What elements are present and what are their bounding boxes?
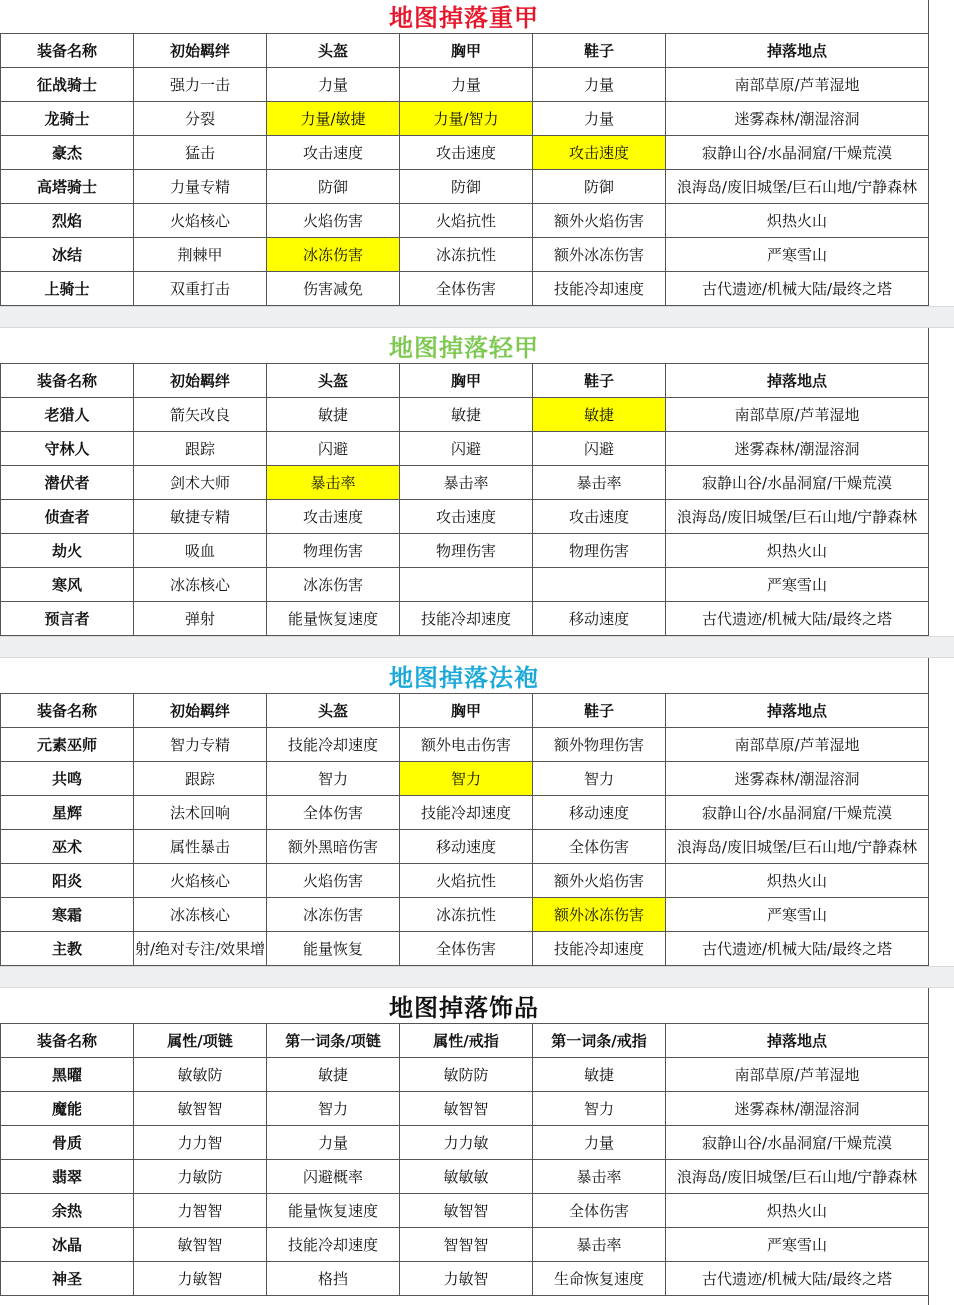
equipment-name-cell: 预言者	[1, 602, 134, 636]
table-cell: 防御	[400, 170, 533, 204]
table-cell: 古代遗迹/机械大陆/最终之塔	[666, 1262, 929, 1296]
equipment-name-cell: 翡翠	[1, 1160, 134, 1194]
table-cell: 移动速度	[533, 796, 666, 830]
table-cell: 敏智智	[400, 1092, 533, 1126]
column-header: 第一词条/戒指	[533, 1024, 666, 1058]
table-cell: 炽热火山	[666, 1194, 929, 1228]
table-cell	[533, 568, 666, 602]
table-cell: 浪海岛/废旧城堡/巨石山地/宁静森林	[666, 830, 929, 864]
equipment-name-cell: 守林人	[1, 432, 134, 466]
table-cell: 火焰核心	[134, 204, 267, 238]
table-cell: 火焰伤害	[267, 204, 400, 238]
table-cell: 南部草原/芦苇湿地	[666, 728, 929, 762]
row-spacer	[0, 966, 954, 988]
table-row	[1, 500, 929, 534]
column-header: 胸甲	[400, 694, 533, 728]
equipment-name-cell: 黑曜	[1, 1058, 134, 1092]
column-header: 掉落地点	[666, 694, 929, 728]
table-cell: 力力敏	[400, 1126, 533, 1160]
equipment-name-cell: 烈焰	[1, 204, 134, 238]
table-cell: 射/绝对专注/效果增	[134, 932, 267, 966]
equipment-name-cell: 骨质	[1, 1126, 134, 1160]
equipment-name-cell: 豪杰	[1, 136, 134, 170]
table-cell: 弹射	[134, 602, 267, 636]
equipment-name-cell: 余热	[1, 1194, 134, 1228]
table-row	[1, 796, 929, 830]
table-cell: 智力	[533, 1092, 666, 1126]
table-cell: 迷雾森林/潮湿溶洞	[666, 762, 929, 796]
table-cell: 迷雾森林/潮湿溶洞	[666, 102, 929, 136]
heavy-armor-table	[0, 33, 929, 306]
table-cell: 剑术大师	[134, 466, 267, 500]
table-cell: 敏捷	[533, 1058, 666, 1092]
table-cell: 严寒雪山	[666, 568, 929, 602]
column-header: 胸甲	[400, 34, 533, 68]
table-cell: 全体伤害	[267, 796, 400, 830]
equipment-name-cell: 寒风	[1, 568, 134, 602]
table-cell: 技能冷却速度	[400, 602, 533, 636]
table-cell: 南部草原/芦苇湿地	[666, 398, 929, 432]
table-cell: 力量	[533, 68, 666, 102]
table-cell: 全体伤害	[533, 830, 666, 864]
equipment-name-cell: 侦查者	[1, 500, 134, 534]
table-header-row	[1, 1024, 929, 1058]
table-cell: 寂静山谷/水晶洞窟/干燥荒漠	[666, 1126, 929, 1160]
table-cell: 伤害减免	[267, 272, 400, 306]
table-cell: 冰冻伤害	[267, 568, 400, 602]
table-cell: 吸血	[134, 534, 267, 568]
table-row	[1, 602, 929, 636]
column-header: 装备名称	[1, 1024, 134, 1058]
column-header: 属性/项链	[134, 1024, 267, 1058]
table-row	[1, 102, 929, 136]
table-cell: 冰冻伤害	[267, 238, 400, 272]
column-header: 属性/戒指	[400, 1024, 533, 1058]
table-row	[1, 864, 929, 898]
table-cell: 火焰抗性	[400, 864, 533, 898]
equipment-name-cell: 上骑士	[1, 272, 134, 306]
table-cell: 火焰抗性	[400, 204, 533, 238]
column-header: 掉落地点	[666, 1024, 929, 1058]
table-cell: 智力专精	[134, 728, 267, 762]
table-header-row	[1, 34, 929, 68]
section-title-robes: 地图掉落法袍	[389, 664, 539, 692]
table-cell: 闪避	[267, 432, 400, 466]
section-title-accessories: 地图掉落饰品	[389, 994, 539, 1022]
column-header: 装备名称	[1, 694, 134, 728]
table-row	[1, 136, 929, 170]
table-cell: 跟踪	[134, 432, 267, 466]
table-cell: 技能冷却速度	[400, 796, 533, 830]
table-cell: 冰冻伤害	[267, 898, 400, 932]
table-cell: 智力	[267, 762, 400, 796]
table-cell: 智力	[400, 762, 533, 796]
table-cell: 敏智智	[134, 1228, 267, 1262]
column-header: 鞋子	[533, 364, 666, 398]
table-cell: 法术回响	[134, 796, 267, 830]
table-cell: 寂静山谷/水晶洞窟/干燥荒漠	[666, 796, 929, 830]
table-cell: 猛击	[134, 136, 267, 170]
column-header: 掉落地点	[666, 364, 929, 398]
table-cell: 寂静山谷/水晶洞窟/干燥荒漠	[666, 466, 929, 500]
column-header: 头盔	[267, 694, 400, 728]
table-cell: 能量恢复速度	[267, 1194, 400, 1228]
table-cell: 炽热火山	[666, 864, 929, 898]
column-header: 头盔	[267, 364, 400, 398]
table-cell: 额外冰冻伤害	[533, 898, 666, 932]
table-cell: 力敏智	[400, 1262, 533, 1296]
equipment-name-cell: 征战骑士	[1, 68, 134, 102]
table-cell: 古代遗迹/机械大陆/最终之塔	[666, 272, 929, 306]
table-cell: 技能冷却速度	[533, 932, 666, 966]
table-cell: 炽热火山	[666, 534, 929, 568]
table-cell: 迷雾森林/潮湿溶洞	[666, 1092, 929, 1126]
table-cell: 严寒雪山	[666, 1228, 929, 1262]
column-header: 初始羁绊	[134, 364, 267, 398]
table-cell: 敏敏防	[134, 1058, 267, 1092]
column-header: 鞋子	[533, 694, 666, 728]
table-cell: 火焰伤害	[267, 864, 400, 898]
table-cell: 力量	[267, 68, 400, 102]
table-cell: 额外火焰伤害	[533, 204, 666, 238]
table-cell: 攻击速度	[400, 500, 533, 534]
table-cell: 暴击率	[400, 466, 533, 500]
table-cell: 智力	[533, 762, 666, 796]
table-cell: 敏捷专精	[134, 500, 267, 534]
equipment-name-cell: 寒霜	[1, 898, 134, 932]
table-cell: 智智智	[400, 1228, 533, 1262]
table-cell: 荆棘甲	[134, 238, 267, 272]
table-cell: 冰冻抗性	[400, 238, 533, 272]
table-cell: 敏防防	[400, 1058, 533, 1092]
table-cell: 暴击率	[533, 1228, 666, 1262]
table-cell: 力力智	[134, 1126, 267, 1160]
table-cell: 力智智	[134, 1194, 267, 1228]
table-cell: 冰冻核心	[134, 898, 267, 932]
robe-table	[0, 693, 929, 966]
table-row	[1, 398, 929, 432]
table-cell: 额外物理伤害	[533, 728, 666, 762]
table-cell: 额外电击伤害	[400, 728, 533, 762]
table-row	[1, 762, 929, 796]
table-cell: 物理伤害	[267, 534, 400, 568]
table-row	[1, 932, 929, 966]
table-cell: 寂静山谷/水晶洞窟/干燥荒漠	[666, 136, 929, 170]
table-cell	[400, 568, 533, 602]
table-cell: 力量/智力	[400, 102, 533, 136]
table-row	[1, 534, 929, 568]
equipment-name-cell: 龙骑士	[1, 102, 134, 136]
table-cell: 攻击速度	[400, 136, 533, 170]
table-cell: 物理伤害	[400, 534, 533, 568]
table-cell: 力量	[533, 102, 666, 136]
table-row	[1, 204, 929, 238]
table-cell: 属性暴击	[134, 830, 267, 864]
table-row	[1, 728, 929, 762]
table-cell: 能量恢复	[267, 932, 400, 966]
table-cell: 严寒雪山	[666, 238, 929, 272]
table-cell: 能量恢复速度	[267, 602, 400, 636]
table-cell: 火焰核心	[134, 864, 267, 898]
equipment-name-cell: 劫火	[1, 534, 134, 568]
table-cell: 攻击速度	[533, 500, 666, 534]
table-cell: 生命恢复速度	[533, 1262, 666, 1296]
equipment-name-cell: 冰结	[1, 238, 134, 272]
column-header: 装备名称	[1, 34, 134, 68]
table-row	[1, 432, 929, 466]
table-cell: 力量专精	[134, 170, 267, 204]
table-cell: 防御	[267, 170, 400, 204]
table-cell: 敏捷	[267, 1058, 400, 1092]
table-cell: 额外火焰伤害	[533, 864, 666, 898]
table-cell: 全体伤害	[400, 272, 533, 306]
table-row	[1, 1092, 929, 1126]
equipment-name-cell: 神圣	[1, 1262, 134, 1296]
table-cell: 技能冷却速度	[267, 1228, 400, 1262]
table-cell: 浪海岛/废旧城堡/巨石山地/宁静森林	[666, 170, 929, 204]
column-header: 第一词条/项链	[267, 1024, 400, 1058]
table-cell: 冰冻核心	[134, 568, 267, 602]
table-row	[1, 170, 929, 204]
column-header: 胸甲	[400, 364, 533, 398]
table-header-row	[1, 694, 929, 728]
table-cell: 敏智智	[400, 1194, 533, 1228]
equipment-name-cell: 魔能	[1, 1092, 134, 1126]
table-cell: 力量	[533, 1126, 666, 1160]
table-row	[1, 1262, 929, 1296]
table-cell: 古代遗迹/机械大陆/最终之塔	[666, 602, 929, 636]
equipment-name-cell: 潜伏者	[1, 466, 134, 500]
table-row	[1, 68, 929, 102]
table-header-row	[1, 364, 929, 398]
table-cell: 力敏智	[134, 1262, 267, 1296]
table-cell: 全体伤害	[533, 1194, 666, 1228]
table-cell: 箭矢改良	[134, 398, 267, 432]
table-cell: 闪避	[400, 432, 533, 466]
table-cell: 移动速度	[400, 830, 533, 864]
table-cell: 炽热火山	[666, 204, 929, 238]
table-cell: 格挡	[267, 1262, 400, 1296]
column-header: 装备名称	[1, 364, 134, 398]
table-row	[1, 1228, 929, 1262]
section-title-heavy-armor: 地图掉落重甲	[389, 4, 539, 32]
table-cell: 古代遗迹/机械大陆/最终之塔	[666, 932, 929, 966]
table-cell: 移动速度	[533, 602, 666, 636]
table-cell: 浪海岛/废旧城堡/巨石山地/宁静森林	[666, 1160, 929, 1194]
equipment-name-cell: 共鸣	[1, 762, 134, 796]
equipment-name-cell: 老猎人	[1, 398, 134, 432]
table-cell: 冰冻抗性	[400, 898, 533, 932]
table-cell: 额外冰冻伤害	[533, 238, 666, 272]
table-row	[1, 1058, 929, 1092]
table-row	[1, 1160, 929, 1194]
column-header: 初始羁绊	[134, 34, 267, 68]
equipment-name-cell: 阳炎	[1, 864, 134, 898]
table-cell: 跟踪	[134, 762, 267, 796]
table-row	[1, 830, 929, 864]
table-row	[1, 568, 929, 602]
equipment-name-cell: 主教	[1, 932, 134, 966]
equipment-name-cell: 高塔骑士	[1, 170, 134, 204]
table-cell: 额外黑暗伤害	[267, 830, 400, 864]
table-row	[1, 1194, 929, 1228]
table-cell: 双重打击	[134, 272, 267, 306]
table-cell: 技能冷却速度	[267, 728, 400, 762]
table-cell: 敏捷	[267, 398, 400, 432]
table-row	[1, 898, 929, 932]
table-cell: 攻击速度	[533, 136, 666, 170]
table-cell: 敏捷	[400, 398, 533, 432]
table-cell: 攻击速度	[267, 136, 400, 170]
equipment-name-cell: 元素巫师	[1, 728, 134, 762]
table-cell: 敏捷	[533, 398, 666, 432]
table-cell: 闪避概率	[267, 1160, 400, 1194]
table-cell: 南部草原/芦苇湿地	[666, 1058, 929, 1092]
table-cell: 南部草原/芦苇湿地	[666, 68, 929, 102]
table-row	[1, 466, 929, 500]
light-armor-table	[0, 363, 929, 636]
table-cell: 闪避	[533, 432, 666, 466]
equipment-name-cell: 巫术	[1, 830, 134, 864]
table-cell: 攻击速度	[267, 500, 400, 534]
table-cell: 暴击率	[267, 466, 400, 500]
table-cell: 力量/敏捷	[267, 102, 400, 136]
column-header: 头盔	[267, 34, 400, 68]
table-row	[1, 272, 929, 306]
table-cell: 力量	[400, 68, 533, 102]
table-cell: 智力	[267, 1092, 400, 1126]
row-spacer	[0, 306, 954, 328]
table-cell: 强力一击	[134, 68, 267, 102]
accessory-table	[0, 1023, 929, 1296]
equipment-name-cell: 星辉	[1, 796, 134, 830]
table-cell: 迷雾森林/潮湿溶洞	[666, 432, 929, 466]
table-cell: 暴击率	[533, 466, 666, 500]
table-cell: 严寒雪山	[666, 898, 929, 932]
table-cell: 敏敏敏	[400, 1160, 533, 1194]
table-cell: 分裂	[134, 102, 267, 136]
table-cell: 暴击率	[533, 1160, 666, 1194]
section-title-light-armor: 地图掉落轻甲	[389, 334, 539, 362]
column-header: 初始羁绊	[134, 694, 267, 728]
table-row	[1, 1126, 929, 1160]
table-cell: 物理伤害	[533, 534, 666, 568]
table-cell: 浪海岛/废旧城堡/巨石山地/宁静森林	[666, 500, 929, 534]
row-spacer	[0, 636, 954, 658]
table-cell: 技能冷却速度	[533, 272, 666, 306]
equipment-name-cell: 冰晶	[1, 1228, 134, 1262]
table-cell: 力量	[267, 1126, 400, 1160]
table-cell: 全体伤害	[400, 932, 533, 966]
table-cell: 防御	[533, 170, 666, 204]
table-cell: 力敏防	[134, 1160, 267, 1194]
table-cell: 敏智智	[134, 1092, 267, 1126]
column-header: 掉落地点	[666, 34, 929, 68]
table-row	[1, 238, 929, 272]
column-header: 鞋子	[533, 34, 666, 68]
